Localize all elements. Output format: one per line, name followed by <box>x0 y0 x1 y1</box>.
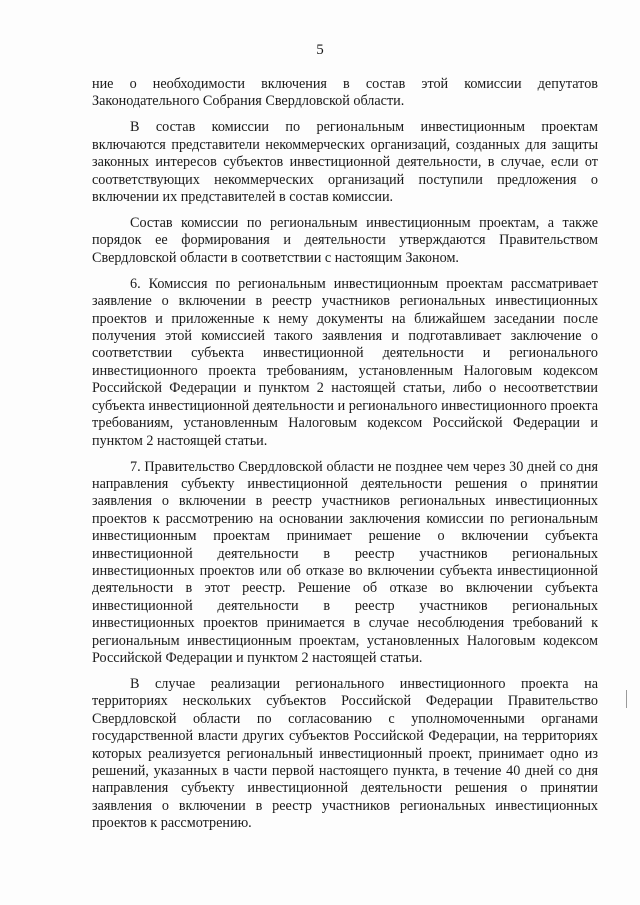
document-body <box>92 76 598 833</box>
paragraph-commission-composition: Состав комиссии по региональным инвестиционным проектам, а также порядок ее формирования и деятельности утверждаются Правительством Свердловской области в соответствии с настоящим Законом. <box>92 215 598 266</box>
paragraph-item-7: 7. Правительство Свердловской области не позднее чем через 30 дней со дня направления субъекту инвестиционной деятельности решения о принятии заявления о включении в реестр участников региональных инвестиционных проектов к рассмотрению на основании заключения комиссии по региональным инвестиционным проектам принимает решение о включении субъекта инвестиционной деятельности в реестр участников региональных инвестиционных проектов или об отказе во включении субъекта инвестиционной деятельности в этот реестр. Решение об отказе во включении субъекта инвестиционной деятельности в реестр участников региональных инвестиционных проектов принимается в случае несоблюдения требований к региональным инвестиционным проектам, установленных Налоговым кодексом Российской Федерации и пунктом 2 настоящей статьи. <box>92 458 598 666</box>
paragraph-continuation: ние о необходимости включения в состав этой комиссии депутатов Законодательного Собрания Свердловской области. <box>92 76 598 110</box>
paragraph-multi-region: В случае реализации регионального инвестиционного проекта на территориях нескольких субъектов Российской Федерации Правительство Свердловской области по согласованию с уполномоченными органами государственной власти других субъектов Российской Федерации, на территориях которых реализуется региональный инвестиционный проект, принимает одно из решений, указанных в части первой настоящего пункта, в течение 40 дней со дня направления субъекту инвестиционной деятельности решения о принятии заявления о включении в реестр участников региональных инвестиционных проектов к рассмотрению. <box>92 675 598 832</box>
paragraph-item-6: 6. Комиссия по региональным инвестиционным проектам рассматривает заявление о включении в реестр участников региональных инвестиционных проектов и приложенные к нему документы на ближайшем заседании после получения этой комиссией такого заявления и подготавливает заключение о соответствии субъекта инвестиционной деятельности и регионального инвестиционного проекта требованиям, установленным Налоговым кодексом Российской Федерации и пунктом 2 настоящей статьи, либо о несоответствии субъекта инвестиционной деятельности и регионального инвестиционного проекта требованиям, установленным Налоговым кодексом Российской Федерации и пунктом 2 настоящей статьи. <box>92 275 598 449</box>
page-number: 5 <box>316 42 324 58</box>
paragraph-commission-members: В состав комиссии по региональным инвестиционным проектам включаются представители некоммерческих организаций, созданных для защиты законных интересов субъектов инвестиционной деятельности, в случае, если от соответствующих некоммерческих организаций поступили предложения о включении их представителей в состав комиссии. <box>92 119 598 206</box>
scan-margin-mark <box>626 690 627 708</box>
